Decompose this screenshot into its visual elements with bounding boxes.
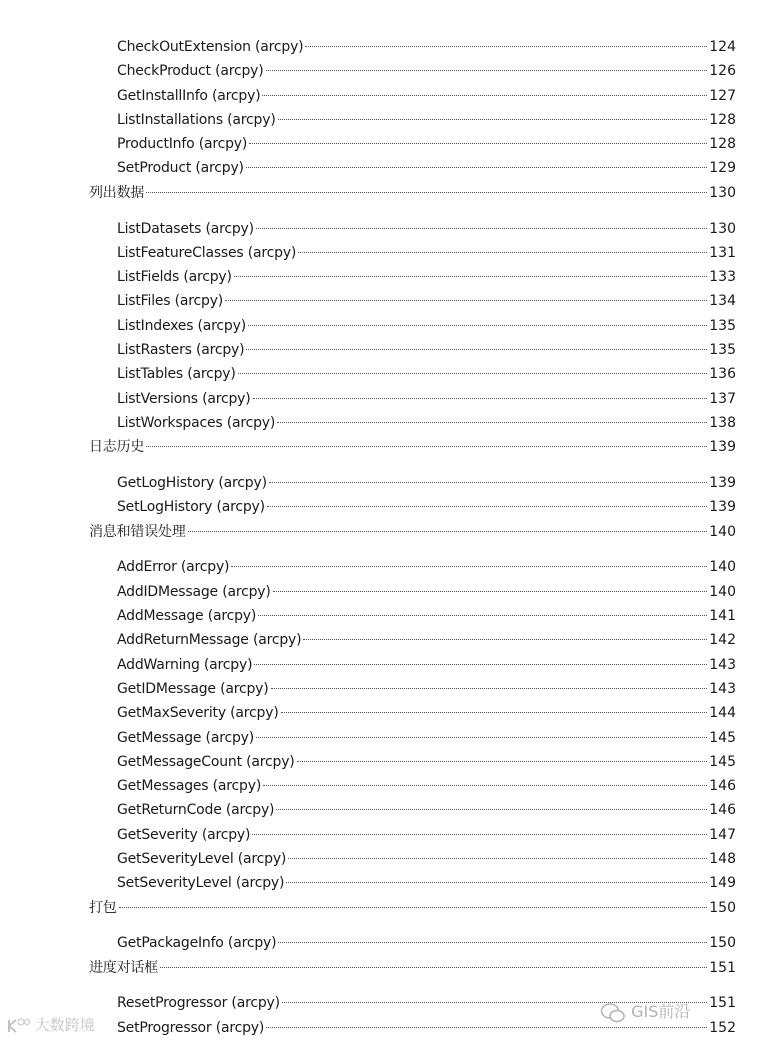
toc-entry-title: ProductInfo (arcpy) (117, 136, 248, 153)
dot-leader (278, 119, 708, 120)
toc-entry-page: 140 (709, 559, 736, 576)
toc-entry-page: 152 (709, 1019, 736, 1036)
dot-leader (253, 398, 708, 399)
toc-entry-page: 139 (709, 439, 736, 456)
dot-leader (276, 809, 707, 810)
dot-leader (266, 1027, 707, 1028)
toc-entry-page: 139 (709, 475, 736, 492)
toc-entry[interactable] (0, 847, 776, 871)
dot-leader (119, 907, 708, 908)
toc-entry-title: GetMaxSeverity (arcpy) (117, 705, 279, 722)
toc-entry-page: 143 (709, 656, 736, 673)
toc-entry-title: AddMessage (arcpy) (117, 608, 257, 625)
toc-entry-page: 129 (709, 160, 736, 177)
toc-entry[interactable] (0, 132, 776, 156)
toc-entry-page: 146 (709, 778, 736, 795)
toc-entry-page: 128 (709, 136, 736, 153)
dot-leader (278, 942, 707, 943)
toc-entry-page: 150 (709, 899, 736, 916)
toc-entry-title: GetMessages (arcpy) (117, 778, 262, 795)
dot-leader (225, 300, 707, 301)
toc-entry-title: AddWarning (arcpy) (117, 656, 253, 673)
toc-entry-page: 140 (709, 583, 736, 600)
dot-leader (254, 664, 707, 665)
toc-entry-page: 127 (709, 87, 736, 104)
toc-entry-title: 消息和错误处理 (89, 523, 186, 540)
dot-leader (256, 737, 707, 738)
toc-entry-title: ListInstallations (arcpy) (117, 111, 276, 128)
dot-leader (160, 967, 707, 968)
toc-entry-title: GetPackageInfo (arcpy) (117, 935, 277, 952)
toc-entry[interactable] (0, 628, 776, 652)
toc-entry-title: AddError (arcpy) (117, 559, 230, 576)
toc-entry-page: 137 (709, 390, 736, 407)
toc-entry-page: 145 (709, 729, 736, 746)
toc-entry-page: 141 (709, 608, 736, 625)
toc-entry[interactable] (0, 362, 776, 386)
dot-leader (246, 349, 707, 350)
toc-entry-title: SetProgressor (arcpy) (117, 1019, 265, 1036)
toc-entry-title: 日志历史 (89, 439, 145, 456)
toc-entry-page: 136 (709, 366, 736, 383)
toc-entry-title: GetSeverityLevel (arcpy) (117, 851, 287, 867)
toc-entry-page: 139 (709, 499, 736, 516)
toc-entry-page: 134 (709, 293, 736, 310)
toc-entry-title: GetIDMessage (arcpy) (117, 680, 269, 697)
toc-entry[interactable] (0, 108, 776, 132)
toc-entry-page: 133 (709, 269, 736, 286)
toc-entry[interactable] (0, 774, 776, 798)
dot-leader (288, 858, 707, 859)
toc-entry-page: 148 (709, 851, 736, 867)
toc-entry[interactable] (0, 156, 776, 180)
toc-entry-page: 151 (709, 959, 736, 976)
toc-entry-title: GetLogHistory (arcpy) (117, 475, 267, 492)
toc-entry[interactable] (0, 289, 776, 313)
dot-leader (269, 482, 707, 483)
dot-leader (234, 276, 708, 277)
toc-entry-title: 进度对话框 (89, 959, 158, 976)
toc-entry-title: ListFields (arcpy) (117, 269, 232, 286)
toc-entry-page: 131 (709, 244, 736, 261)
toc-entry[interactable] (0, 411, 776, 435)
toc-entry-title: ResetProgressor (arcpy) (117, 995, 280, 1012)
toc-entry-page: 138 (709, 414, 736, 431)
dot-leader (256, 228, 707, 229)
toc-entry-title: AddIDMessage (arcpy) (117, 583, 271, 600)
toc-entry-title: GetMessage (arcpy) (117, 729, 254, 746)
toc-entry[interactable] (0, 217, 776, 241)
dot-leader (303, 639, 707, 640)
dot-leader (262, 95, 707, 96)
toc-entry[interactable] (0, 387, 776, 411)
dot-leader (258, 615, 707, 616)
toc-entry[interactable] (0, 59, 776, 83)
toc-entry-page: 130 (709, 220, 736, 237)
toc-entry-page: 150 (709, 935, 736, 952)
dot-leader (249, 143, 707, 144)
toc-entry-title: CheckProduct (arcpy) (117, 63, 264, 80)
toc-entry-title: SetSeverityLevel (arcpy) (117, 875, 285, 892)
dot-leader (146, 446, 707, 447)
watermark-left (6, 1014, 95, 1035)
toc-entry-title: GetInstallInfo (arcpy) (117, 87, 261, 104)
table-of-contents (0, 35, 776, 1040)
toc-entry[interactable] (0, 604, 776, 628)
toc-entry-title: ListTables (arcpy) (117, 366, 236, 383)
toc-entry-title: GetReturnCode (arcpy) (117, 802, 275, 819)
toc-section-entry[interactable] (0, 181, 776, 205)
dot-leader (297, 761, 708, 762)
watermark-right (600, 999, 690, 1024)
toc-entry[interactable] (0, 555, 776, 579)
toc-entry-title: 打包 (89, 899, 117, 916)
dot-leader (271, 688, 708, 689)
toc-entry-title: ListRasters (arcpy) (117, 342, 245, 359)
toc-entry-page: 140 (709, 523, 736, 540)
toc-entry-page: 135 (709, 342, 736, 359)
toc-entry[interactable] (0, 84, 776, 108)
toc-entry[interactable] (0, 653, 776, 677)
toc-entry-page: 126 (709, 63, 736, 80)
toc-section-entry[interactable] (0, 896, 776, 920)
toc-section-entry[interactable] (0, 435, 776, 459)
dot-leader (266, 70, 708, 71)
toc-entry-page: 130 (709, 184, 736, 201)
toc-entry-page: 149 (709, 875, 736, 892)
toc-entry[interactable] (0, 823, 776, 847)
dot-leader (286, 882, 707, 883)
toc-entry[interactable] (0, 314, 776, 338)
toc-entry-page: 147 (709, 826, 736, 843)
toc-entry-title: ListFeatureClasses (arcpy) (117, 244, 297, 261)
toc-entry[interactable] (0, 338, 776, 362)
toc-entry-title: SetProduct (arcpy) (117, 160, 244, 177)
dot-leader (252, 834, 707, 835)
wechat-icon (600, 1002, 626, 1021)
dot-leader (298, 252, 707, 253)
toc-entry[interactable] (0, 35, 776, 59)
dot-leader (277, 422, 707, 423)
dot-leader (305, 46, 707, 47)
toc-entry-title: GetSeverity (arcpy) (117, 826, 251, 843)
dot-leader (238, 373, 708, 374)
toc-entry-title: 列出数据 (89, 184, 145, 201)
toc-entry[interactable] (0, 580, 776, 604)
dot-leader (263, 785, 707, 786)
toc-entry-page: 142 (709, 632, 736, 649)
toc-entry-page: 128 (709, 111, 736, 128)
dot-leader (248, 325, 707, 326)
toc-entry[interactable] (0, 265, 776, 289)
dot-leader (146, 192, 707, 193)
toc-entry[interactable] (0, 701, 776, 725)
dot-leader (281, 712, 708, 713)
toc-entry-page: 144 (709, 705, 736, 722)
toc-entry[interactable] (0, 871, 776, 895)
toc-entry-title: ListFiles (arcpy) (117, 293, 224, 310)
dot-leader (188, 531, 708, 532)
toc-section-entry[interactable] (0, 956, 776, 980)
dot-leader (267, 506, 707, 507)
dot-leader (246, 167, 707, 168)
toc-entry-title: ListDatasets (arcpy) (117, 220, 254, 237)
toc-entry-page: 146 (709, 802, 736, 819)
toc-section-entry[interactable] (0, 520, 776, 544)
watermark-right-text: GIS前沿 (631, 1002, 691, 1021)
logo-icon (6, 1016, 30, 1034)
toc-entry-title: ListVersions (arcpy) (117, 390, 251, 407)
toc-entry[interactable] (0, 241, 776, 265)
toc-entry[interactable] (0, 931, 776, 955)
toc-entry[interactable] (0, 495, 776, 519)
toc-entry-page: 151 (709, 995, 736, 1012)
toc-entry-page: 124 (709, 39, 736, 55)
toc-entry-page: 135 (709, 317, 736, 334)
toc-entry-title: CheckOutExtension (arcpy) (117, 39, 304, 55)
dot-leader (273, 591, 708, 592)
watermark-left-text: 大数跨境 (34, 1016, 95, 1034)
toc-entry[interactable] (0, 750, 776, 774)
toc-entry-title: ListWorkspaces (arcpy) (117, 414, 276, 431)
toc-entry[interactable] (0, 798, 776, 822)
toc-entry-title: AddReturnMessage (arcpy) (117, 632, 302, 649)
toc-entry[interactable] (0, 726, 776, 750)
toc-entry-title: GetMessageCount (arcpy) (117, 753, 295, 770)
toc-entry-title: ListIndexes (arcpy) (117, 317, 246, 334)
toc-entry-page: 143 (709, 680, 736, 697)
dot-leader (231, 566, 707, 567)
toc-entry[interactable] (0, 677, 776, 701)
toc-entry-title: SetLogHistory (arcpy) (117, 499, 265, 516)
toc-entry[interactable] (0, 471, 776, 495)
toc-entry-page: 145 (709, 753, 736, 770)
